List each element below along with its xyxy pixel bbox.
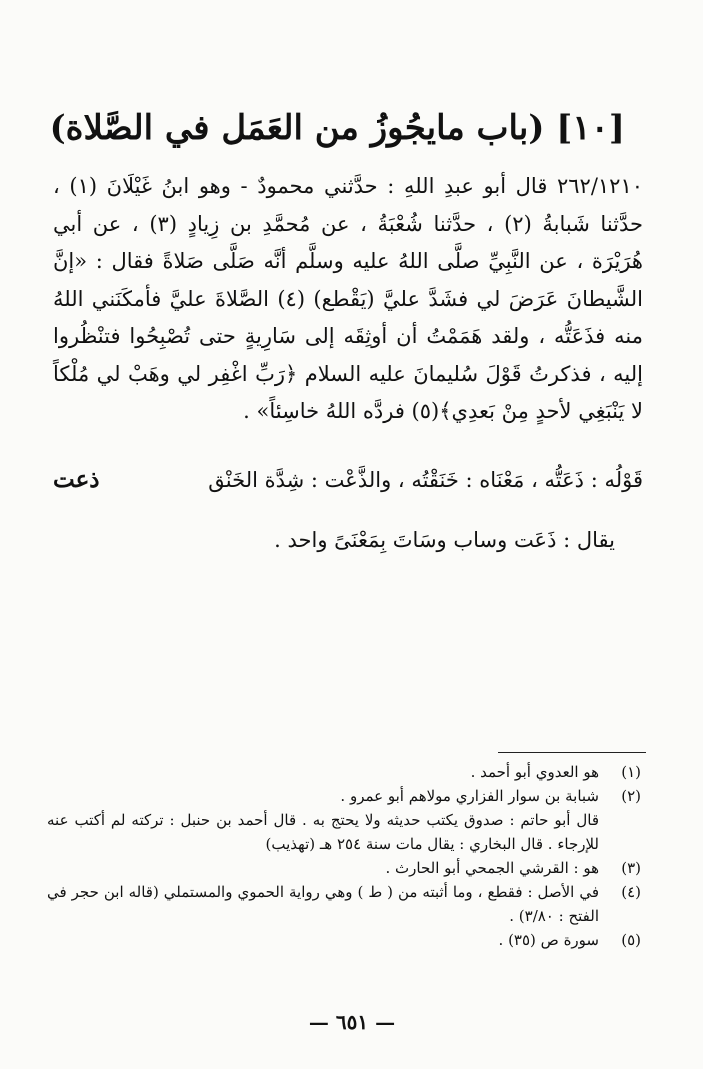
- footnote-item: [47, 856, 647, 880]
- footnote-text: هو العدوي أبو أحمد .: [470, 763, 599, 781]
- footnote-number: (٢): [621, 787, 641, 805]
- footnote-text: قال أبو حاتم : صدوق يكتب حديثه ولا يحتج به . قال أحمد بن حنبل : تركته لم أكتب عنه للإرجاء . قال البخاري : يقال مات سنة ٢٥٤ هـ (تهذيب): [47, 811, 599, 853]
- gloss-headword: ذعت: [53, 466, 100, 493]
- footnote-item: [47, 880, 647, 928]
- footnote-separator: [498, 752, 646, 753]
- gloss-definition: قَوْلُه : ذَعَتُّه ، مَعْنَاه : خَنَقْتُه ، والذَّعْت : شِدَّة الخَنْق: [208, 468, 643, 492]
- footnote-number: (٤): [621, 883, 641, 901]
- footnote-item: [47, 760, 647, 784]
- gloss-line: [53, 458, 643, 502]
- page-number: — ٦٥١ —: [308, 1010, 396, 1034]
- gloss-usage: يقال : ذَعَت وساب وسَاتَ بِمَعْنَىً واحد .: [274, 528, 615, 552]
- footnote-item: [47, 808, 647, 856]
- footnotes: [47, 760, 647, 952]
- gloss-block: [53, 458, 643, 560]
- footnote-number: (٥): [621, 931, 641, 949]
- footnote-item: [47, 928, 647, 952]
- footnote-text: سورة ص (٣٥) .: [498, 931, 599, 949]
- footnote-text: في الأصل : فقطع ، وما أثبته من ( ط ) وهي رواية الحموي والمستملي (قاله ابن حجر في الفتح : ٣/٨٠) .: [47, 883, 599, 925]
- chapter-title: [١٠] (باب مايجُوزُ من العَمَل في الصَّلاة): [49, 108, 625, 148]
- footnote-number: (١): [621, 763, 641, 781]
- footnote-text: هو : القرشي الجمحي أبو الحارث .: [385, 859, 599, 877]
- footnote-item: [47, 784, 647, 808]
- footnote-text: شبابة بن سوار الفزاري مولاهم أبو عمرو .: [340, 787, 599, 805]
- hadith-text-block: [53, 168, 643, 431]
- footnote-number: (٣): [621, 859, 641, 877]
- hadith-paragraph: ٢٦٢/١٢١٠ قال أبو عبدِ اللهِ : حدَّثني محمودٌ - وهو ابنُ غَيْلَانَ (١) ، حدَّثنا شَبابةُ (٢) ، حدَّثنا شُعْبَةُ ، عن مُحمَّدِ بن زِيادٍ (٣) ، عن أبي هُرَيْرَة ، عن النَّبِيِّ صلَّى اللهُ عليه وسلَّم أنَّه صَلَّى صَلاةً فقال : «إنَّ الشَّيطانَ عَرَضَ لي فشَدَّ عليَّ (يَقْطع) (٤) الصَّلاةَ عليَّ فأمكَنَني اللهُ منه فذَعَتُّه ، ولقد هَمَمْتُ أن أوثِقَه إلى سَارِيةٍ حتى تُصْبِحُوا فتنْظُروا إليه ، فذكرتُ قَوْلَ سُليمانَ عليه السلام ﴿رَبِّ اغْفِر لي وهَبْ لي مُلْكاً لا يَنْبَغِي لأحدٍ مِنْ بَعدِي﴾(٥) فردَّه اللهُ خاسِئاً» .: [53, 174, 644, 423]
